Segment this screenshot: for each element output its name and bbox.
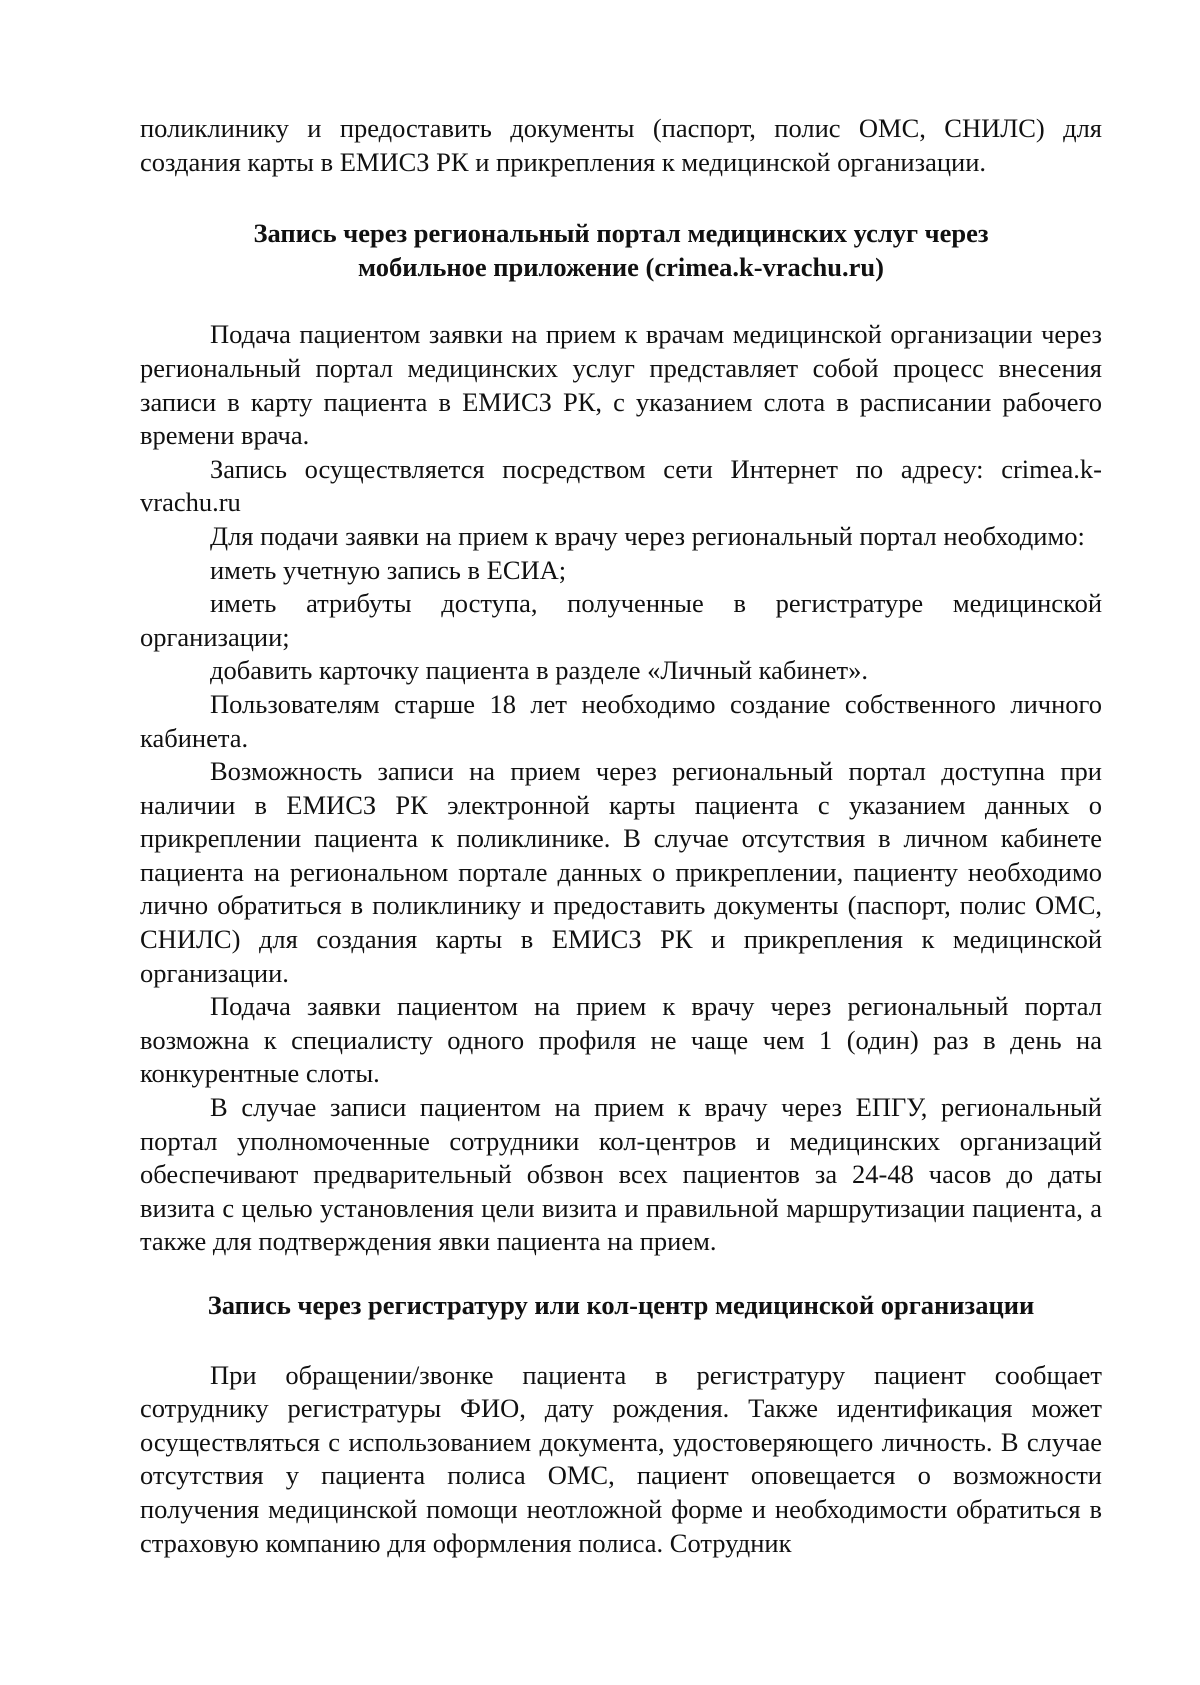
- paragraph: Возможность записи на прием через региональный портал доступна при наличии в ЕМИСЗ РК электронной карты пациента с указанием данных о прикреплении пациента к поликлинике. В случае отсутствия в личном кабинете пациента на региональном портале данных о прикреплении, пациенту необходимо лично обратиться в поликлинику и предоставить документы (паспорт, полис ОМС, СНИЛС) для создания карты в ЕМИСЗ РК и прикрепления к медицинской организации.: [140, 756, 1102, 988]
- section-heading-regional-portal: [140, 217, 1102, 284]
- requirement-item: иметь учетную запись в ЕСИА;: [210, 554, 567, 585]
- paragraph: Запись осуществляется посредством сети Интернет по адресу: crimea.k-vrachu.ru: [140, 453, 1102, 518]
- paragraph: Пользователям старше 18 лет необходимо создание собственного личного кабинета.: [140, 688, 1102, 753]
- paragraph: Подача пациентом заявки на прием к врачам медицинской организации через региональный портал медицинских услуг представляет собой процесс внесения записи в карту пациента в ЕМИСЗ РК, с указанием слота в расписании рабочего времени врача.: [140, 319, 1102, 451]
- paragraph: Для подачи заявки на прием к врачу через региональный портал необходимо:: [210, 520, 1085, 551]
- spacer: [140, 284, 1102, 318]
- section-heading-line-1: Запись через региональный портал медицинских услуг через: [253, 218, 989, 249]
- section-heading-line-2: мобильное приложение (crimea.k-vrachu.ru): [358, 251, 884, 282]
- paragraph: Подача заявки пациентом на прием к врачу через региональный портал возможна к специалисту одного профиля не чаще чем 1 (один) раз в день на конкурентные слоты.: [140, 991, 1102, 1089]
- requirement-item: иметь атрибуты доступа, полученные в регистратуре медицинской организации;: [140, 588, 1102, 652]
- requirement-item: добавить карточку пациента в разделе «Личный кабинет».: [210, 655, 868, 686]
- spacer: [140, 1323, 1102, 1359]
- paragraph: При обращении/звонке пациента в регистратуру пациент сообщает сотруднику регистратуры ФИО, дату рождения. Также идентификация может осуществляться с использованием документа, удостоверяющего личность. В случае отсутствия у пациента полиса ОМС, пациент оповещается о возможности получения медицинской помощи неотложной форме и необходимости обратиться в страховую компанию для оформления полиса. Сотрудник: [140, 1359, 1102, 1558]
- intro-paragraph: поликлинику и предоставить документы (паспорт, полис ОМС, СНИЛС) для создания карты в ЕМИСЗ РК и прикрепления к медицинской организации.: [140, 113, 1102, 177]
- spacer: [140, 1259, 1102, 1289]
- spacer: [140, 179, 1102, 217]
- document-page: [140, 112, 1102, 1560]
- section-heading-registry: Запись через регистратуру или кол-центр медицинской организации: [207, 1290, 1035, 1320]
- paragraph: В случае записи пациентом на прием к врачу через ЕПГУ, региональный портал уполномоченные сотрудники кол-центров и медицинских организаций обеспечивают предварительный обзвон всех пациентов за 24-48 часов до даты визита с целью установления цели визита и правильной маршрутизации пациента, а также для подтверждения явки пациента на прием.: [140, 1092, 1102, 1257]
